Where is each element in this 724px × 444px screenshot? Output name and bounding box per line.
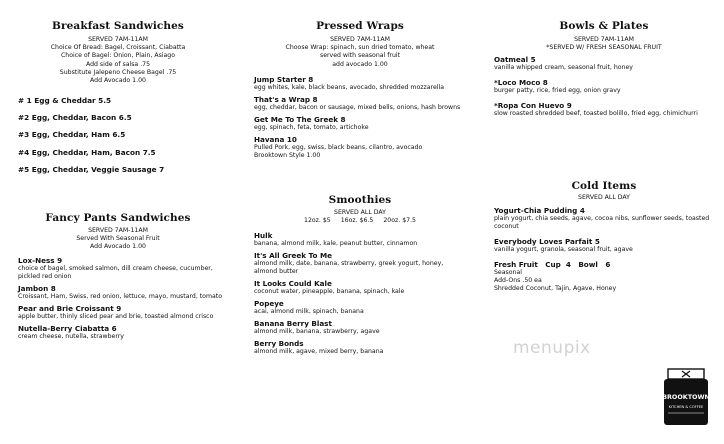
menu-item-desc: egg, spinach, feta, tomato, artichoke (254, 123, 369, 131)
menu-item (254, 231, 466, 248)
fancy-hours: SERVED 7AM-11AM (88, 227, 148, 234)
logo-emblem-icon (662, 367, 710, 427)
menu-item (494, 206, 714, 231)
smoothies-title: Smoothies (328, 194, 392, 206)
menu-item-desc: plain yogurt, chia seeds, agave, cocoa nibs, sunflower seeds, toasted coconut (494, 215, 710, 231)
bowls-hours: SERVED 7AM-11AM (574, 36, 634, 43)
breakfast-bagel-choice: Choice of Bagel: Onion, Plain, Asiago (60, 52, 176, 60)
menu-item (18, 324, 222, 341)
menu-item (494, 55, 714, 72)
menu-item-desc: vanilla yogurt, granola, seasonal fruit, agave (494, 246, 633, 254)
price-16oz: 16oz. $6.5 (340, 217, 374, 225)
breakfast-item: #3 Egg, Cheddar, Ham 6.5 (18, 130, 126, 139)
menu-item (494, 78, 714, 95)
menu-item-desc: choice of bagel, smoked salmon, dill cream cheese, cucumber, pickled red onion (18, 264, 213, 280)
menu-item-name: Fresh Fruit Cup 4 Bowl 6 (494, 260, 611, 270)
wraps-hours: SERVED 7AM-11AM (330, 36, 390, 43)
menu-item (494, 101, 714, 118)
menu-item-name: It's All Greek To Me (254, 251, 332, 261)
menu-item (18, 284, 222, 301)
menu-item (494, 260, 714, 293)
menu-item (254, 339, 466, 356)
menu-item-desc: almond milk, agave, mixed berry, banana (254, 348, 384, 356)
logo-text-top: BROOKTOWN (662, 393, 710, 401)
menu-item (254, 75, 466, 92)
wraps-title: Pressed Wraps (316, 20, 404, 32)
menu-item-name: Popeye (254, 299, 284, 309)
menu-item-name: Hulk (254, 231, 273, 241)
breakfast-jalepeno-addon: Substitute Jalepeno Cheese Bagel .75 (59, 68, 177, 76)
menu-item-desc: almond milk, date, banana, strawberry, greek yogurt, honey, almond butter (254, 260, 444, 276)
menu-item-name: Jump Starter 8 (254, 74, 314, 84)
wraps-fruit-note: served with seasonal fruit (319, 52, 401, 60)
price-20oz: 20oz. $7.5 (383, 217, 416, 225)
smoothies-section (254, 194, 466, 356)
menu-item (18, 256, 222, 281)
cold-section (494, 180, 714, 293)
menu-item-name: Pear and Brie Croissant 9 (18, 303, 122, 313)
menu-item-desc: cream cheese, nutella, strawberry (18, 332, 124, 340)
wraps-choice: Choose Wrap: spinach, sun dried tomato, wheat (285, 44, 435, 52)
wraps-avocado-addon: add avocado 1.00 (332, 60, 388, 68)
menu-item (254, 319, 466, 336)
menu-item-desc: acai, almond milk, spinach, banana (254, 308, 364, 316)
bowls-section (494, 20, 714, 118)
cold-title: Cold Items (571, 180, 637, 192)
menu-item-desc: Pulled Pork, egg, swiss, black beans, cilantro, avocado Brooktown Style 1.00 (254, 143, 423, 159)
fancy-avocado-addon: Add Avocado 1.00 (90, 243, 146, 251)
menu-item-name: Berry Bonds (254, 339, 304, 349)
menu-item (18, 304, 222, 321)
bowls-title: Bowls & Plates (559, 20, 649, 32)
menu-item-name: That's a Wrap 8 (254, 94, 318, 104)
breakfast-avocado-addon: Add Avocado 1.00 (90, 77, 146, 85)
menu-item-name: Yogurt-Chia Pudding 4 (494, 206, 585, 216)
menu-item (254, 95, 466, 112)
menu-item-name: Banana Berry Blast (254, 319, 332, 329)
wraps-section (254, 20, 466, 160)
brooktown-logo (662, 367, 710, 427)
menu-item-name: Jambon 8 (18, 283, 56, 293)
breakfast-item: #2 Egg, Cheddar, Bacon 6.5 (18, 113, 132, 122)
menu-item (254, 135, 466, 160)
menu-item-name: It Looks Could Kale (254, 279, 332, 289)
menu-item-desc: Seasonal Add-Ons .50 ea Shredded Coconut, Tajin, Agave, Honey (494, 269, 617, 293)
menu-item-name: Lox-Ness 9 (18, 255, 63, 265)
menu-item-desc: almond milk, banana, strawberry, agave (254, 328, 380, 336)
menupix-watermark: menupix (513, 338, 591, 358)
menu-item (494, 237, 714, 254)
menu-item-desc: slow roasted shredded beef, toasted bolillo, fried egg, chimichurri (494, 110, 698, 118)
fancy-title: Fancy Pants Sandwiches (45, 212, 191, 224)
menu-item-name: *Loco Moco 8 (494, 78, 548, 88)
menu-item (254, 299, 466, 316)
menu-item-desc: banana, almond milk, kale, peanut butter, cinnamon (254, 240, 418, 248)
menu-item-name: Nutella-Berry Ciabatta 6 (18, 323, 117, 333)
breakfast-item: # 1 Egg & Cheddar 5.5 (18, 96, 112, 105)
bowls-fruit-note: *SERVED W/ FRESH SEASONAL FRUIT (546, 44, 662, 52)
breakfast-section (14, 20, 222, 85)
menu-item-desc: egg, cheddar, bacon or sausage, mixed bells, onions, hash browns (254, 103, 461, 111)
breakfast-title: Breakfast Sandwiches (52, 20, 184, 32)
breakfast-item: #5 Egg, Cheddar, Veggie Sausage 7 (18, 165, 165, 174)
menu-item-desc: apple butter, thinly sliced pear and brie, toasted almond crisco (18, 312, 214, 320)
price-12oz: 12oz. $5 (304, 217, 331, 225)
smoothies-hours: SERVED ALL DAY (334, 209, 386, 216)
menu-item-desc: coconut water, pineapple, banana, spinach, kale (254, 288, 405, 296)
menu-item-name: Oatmeal 5 (494, 55, 536, 65)
fancy-section (14, 212, 222, 341)
menu-item-desc: Croissant, Ham, Swiss, red onion, lettuce, mayo, mustard, tomato (18, 292, 222, 300)
smoothie-price-table (254, 217, 466, 225)
menu-item (254, 115, 466, 132)
menu-item-desc: burger patty, rice, fried egg, onion gravy (494, 87, 621, 95)
cold-hours: SERVED ALL DAY (578, 194, 630, 201)
fancy-fruit-note: Served With Seasonal Fruit (76, 235, 160, 243)
menu-item-name: Get Me To The Greek 8 (254, 114, 346, 124)
menu-item-name: *Ropa Con Huevo 9 (494, 101, 572, 111)
menu-item-desc: egg whites, kale, black beans, avocado, shredded mozzarella (254, 83, 444, 91)
breakfast-hours: SERVED 7AM-11AM (88, 36, 148, 43)
menu-item (254, 251, 466, 276)
menu-item-name: Havana 10 (254, 134, 297, 144)
breakfast-bread-choice: Choice Of Bread: Bagel, Croissant, Ciabatta (50, 44, 186, 52)
menu-item-name: Everybody Loves Parfait 5 (494, 237, 600, 247)
menu-item-desc: vanilla whipped cream, seasonal fruit, honey (494, 64, 633, 72)
breakfast-salsa-addon: Add side of salsa .75 (85, 60, 151, 68)
breakfast-item: #4 Egg, Cheddar, Ham, Bacon 7.5 (18, 148, 156, 157)
logo-text-bottom: KITCHEN & COFFEE (668, 405, 704, 409)
menu-item (254, 279, 466, 296)
